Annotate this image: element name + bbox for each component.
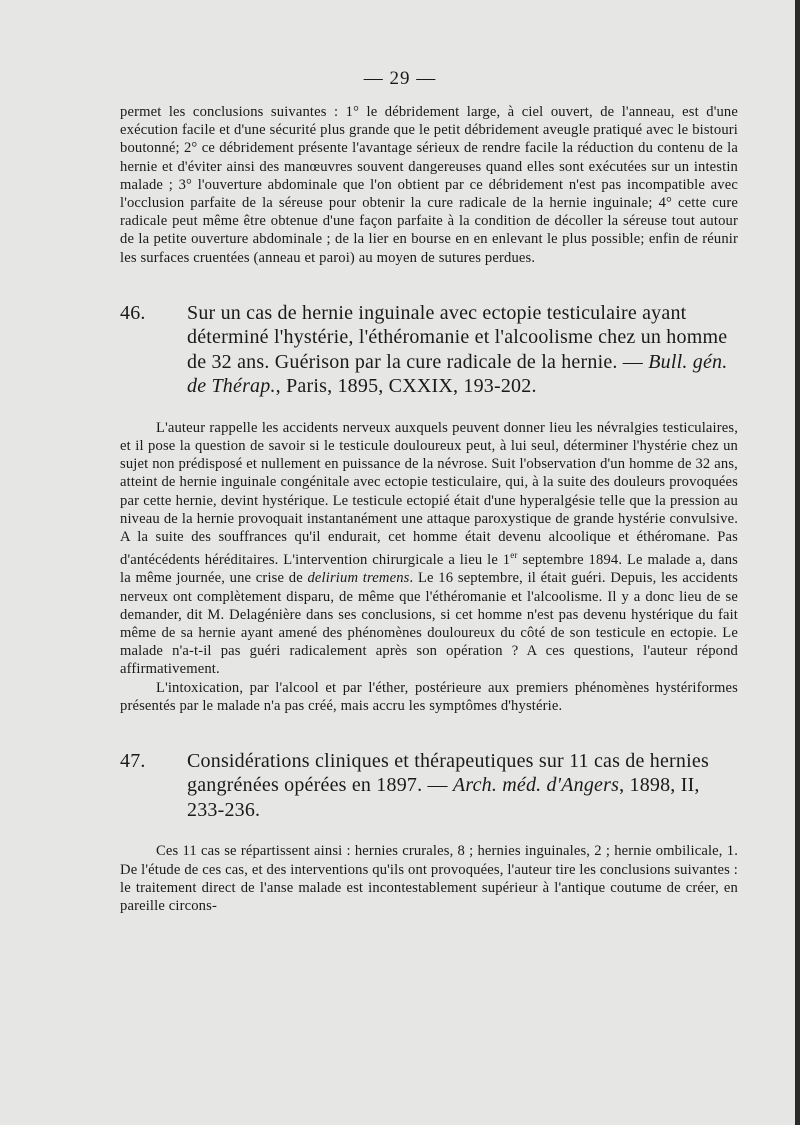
summary-text: L'auteur rappelle les accidents nerveux auxquels peuvent donner lieu les névralgies testiculaires, et il pose la question de savoir si le testicule douloureux peut, à lui seul, déterminer l'hystérie chez un sujet non prédisposé et nullement en puissance de la névrose. Suit l'observation d'un homme de 32 ans, atteint de hernie inguinale congénitale avec ectopie testiculaire, qui, à la suite des douleurs provoquées par cette hernie, devint hystérique. Le testicule ectopié était d'une hyperalgésie telle que la pression au niveau de la hernie provoquait instantanément une attaque paroxystique de grande hystérie convulsive. A la suite des souffrances qu'il endurait, cet homme était devenu alcoolique et éthéromane. Pas d'antécédents héréditaires. L'intervention chirurgicale a lieu le 1 xyxy=(120,419,738,569)
summary-text: septembre 1894. Le malade a, dans la même journée, une crise de xyxy=(120,552,739,587)
entry-46-heading xyxy=(120,301,738,399)
entry-title: Sur un cas de hernie inguinale avec ectopie testiculaire ayant déterminé l'hystérie, l'éthéromanie et l'alcoolisme chez un homme de 32 ans. Guérison par la cure radicale de la hernie. — xyxy=(187,301,728,373)
entry-46-summary xyxy=(120,419,738,679)
page-content xyxy=(120,103,738,915)
entry-number: 46. xyxy=(120,301,146,324)
entry-source-journal: Arch. méd. d'Angers xyxy=(452,774,620,797)
intro-paragraph: permet les conclusions suivantes : 1° le débridement large, à ciel ouvert, de l'anneau, est d'une exécution facile et d'une sécurité plus grande que le petit débridement aveugle pratiqué avec le bistouri boutonné; 2° ce débridement présente l'avantage sérieux de rendre facile la réduction du contenu de la hernie et d'éviter ainsi des manœuvres souvent dangereuses quand elles sont exécutées sur un intestin malade ; 3° l'ouverture abdominale que l'on obtient par ce débridement n'est pas incompatible avec l'occlusion parfaite de la séreuse pour obtenir la cure radicale de la hernie inguinale; 4° cette cure radicale peut même être obtenue d'une façon parfaite à la condition de décoller la séreuse tout autour de la petite ouverture abdominale ; de la lier en bourse en en enlevant le plus possible; enfin de réunir les surfaces cruentées (anneau et paroi) au moyen de sutures perdues. xyxy=(120,104,738,266)
entry-number: 47. xyxy=(120,749,146,772)
summary-italic: delirium tremens xyxy=(307,570,410,587)
entry-47-summary: Ces 11 cas se répartissent ainsi : hernies crurales, 8 ; hernies inguinales, 2 ; hernie ombilicale, 1. De l'étude de ces cas, et des interventions qu'ils ont provoquées, l'auteur tire les conclusions suivantes : le traitement direct de l'anse malade est incontestablement supérieur à l'antique coutume de créer, en pareille circons- xyxy=(120,843,738,915)
scan-edge xyxy=(795,0,800,1125)
summary-text: . Le 16 septembre, il était guéri. Depuis, les accidents nerveux ont complètement disparu, de même que l'éthéromanie et l'alcoolisme. Il y a donc lieu de se demander, dit M. Delagénière dans ses conclusions, si cet homme n'est pas devenu hystérique du fait même de sa hernie ayant amené des phénomènes douloureux du côté de son testicule en ectopie. Le malade n'a-t-il pas guéri radicalement après son opération ? A ces questions, l'auteur répond affirmativement. xyxy=(120,570,738,678)
page-number: — 29 — xyxy=(363,68,437,89)
entry-source-details: , Paris, 1895, CXXIX, 193-202. xyxy=(275,375,537,398)
entry-source-details: , 1898, II, 233-236. xyxy=(187,774,700,821)
entry-46-summary-2: L'intoxication, par l'alcool et par l'éther, postérieure aux premiers phénomènes hystériformes présentés par le malade n'a pas créé, mais accru les symptômes d'hystérie. xyxy=(120,679,738,714)
entry-source-journal: Bull. gén. de Thérap. xyxy=(187,350,728,398)
entry-47-heading xyxy=(120,749,738,823)
superscript: er xyxy=(510,550,518,561)
entry-title: Considérations cliniques et thérapeutiques sur 11 cas de hernies gangrénées opérées en 1897. — xyxy=(187,749,709,797)
